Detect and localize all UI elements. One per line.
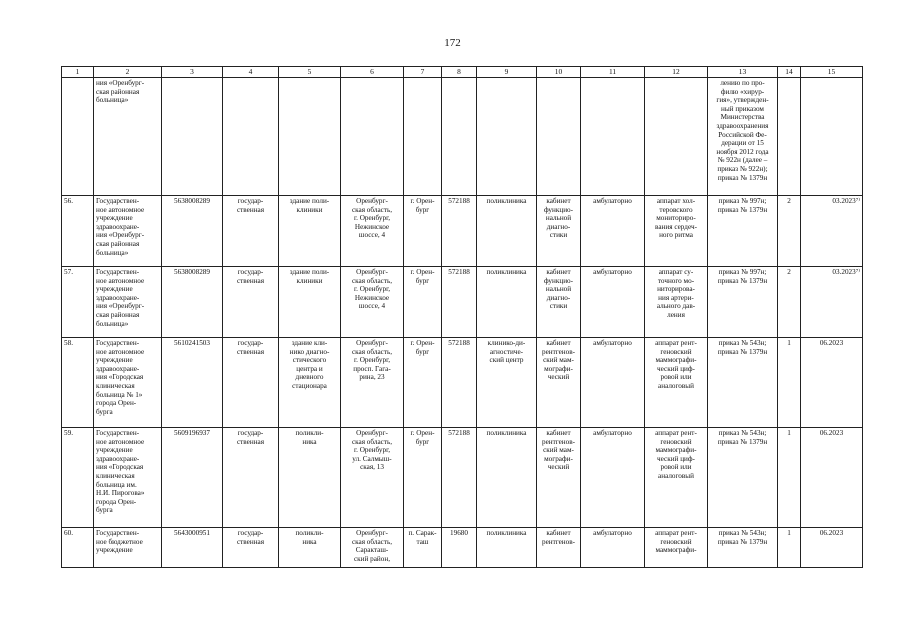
cell-organization: Государствен- ное автономное учреждение здравоохране- ния «Городская клиническая больница № 1» города Орен- бурга [94, 338, 162, 428]
cell-address: Оренбург- ская область, Саракташ- ский район, [341, 528, 404, 568]
cell-equipment: аппарат су- точного мо- ниторирова- ния артери- ального дав- ления [645, 267, 708, 338]
cell-quantity: 1 [778, 528, 801, 568]
cell-room: кабинет рентгенов- ский мам- мографи- ческий [537, 428, 581, 528]
cell-settlement: г. Орен- бург [404, 196, 442, 267]
cell-room: кабинет рентгенов- ский мам- мографи- ческий [537, 338, 581, 428]
cell-equipment [645, 78, 708, 196]
column-number: 2 [94, 67, 162, 78]
cell-care-form: амбулаторно [581, 338, 645, 428]
cell-care-form: амбулаторно [581, 267, 645, 338]
cell-inn: 5610241503 [162, 338, 223, 428]
cell-building [279, 78, 341, 196]
cell-date: 06.2023 [801, 338, 863, 428]
table-row [62, 267, 863, 338]
cell-quantity: 2 [778, 196, 801, 267]
cell-order: приказ № 543н; приказ № 1379н [708, 528, 778, 568]
table-row [62, 196, 863, 267]
cell-order: приказ № 543н; приказ № 1379н [708, 428, 778, 528]
cell-organization: Государствен- ное бюджетное учреждение [94, 528, 162, 568]
cell-row-number: 56. [62, 196, 94, 267]
cell-unit: поликлиника [477, 196, 537, 267]
column-number: 6 [341, 67, 404, 78]
table-row [62, 528, 863, 568]
cell-date: 06.2023 [801, 428, 863, 528]
cell-unit [477, 78, 537, 196]
cell-ownership: государ- ственная [223, 338, 279, 428]
registry-table [61, 66, 863, 568]
cell-address: Оренбург- ская область, г. Оренбург, ул. Салмыш- ская, 13 [341, 428, 404, 528]
cell-unit: клинико-ди- агностиче- ский центр [477, 338, 537, 428]
cell-room: кабинет функцио- нальной диагно- стики [537, 267, 581, 338]
column-number: 4 [223, 67, 279, 78]
cell-ownership: государ- ственная [223, 196, 279, 267]
cell-building: здание кли- нико диагно- стического центра и дневного стационара [279, 338, 341, 428]
cell-settlement: г. Орен- бург [404, 338, 442, 428]
cell-row-number: 59. [62, 428, 94, 528]
cell-date: 06.2023 [801, 528, 863, 568]
cell-date: 03.2023⁷⁾ [801, 196, 863, 267]
cell-care-form: амбулаторно [581, 428, 645, 528]
cell-equipment: аппарат рент- геновский маммографи- ческий циф- ровой или аналоговый [645, 338, 708, 428]
column-number: 15 [801, 67, 863, 78]
cell-population: 572188 [442, 196, 477, 267]
cell-inn [162, 78, 223, 196]
cell-room: кабинет рентгенов- [537, 528, 581, 568]
cell-unit: поликлиника [477, 428, 537, 528]
column-number: 5 [279, 67, 341, 78]
cell-address: Оренбург- ская область, г. Оренбург, Нежинское шоссе, 4 [341, 196, 404, 267]
cell-inn: 5609196937 [162, 428, 223, 528]
table-row [62, 78, 863, 196]
cell-settlement [404, 78, 442, 196]
cell-population: 572188 [442, 267, 477, 338]
cell-row-number: 60. [62, 528, 94, 568]
cell-room: кабинет функцио- нальной диагно- стики [537, 196, 581, 267]
cell-row-number: 57. [62, 267, 94, 338]
cell-population: 19680 [442, 528, 477, 568]
cell-room [537, 78, 581, 196]
cell-equipment: аппарат рент- геновский маммографи- [645, 528, 708, 568]
cell-order: приказ № 997н; приказ № 1379н [708, 196, 778, 267]
cell-row-number: 58. [62, 338, 94, 428]
cell-order: лению по про- филю «хирур- гия», утвержден- ный приказом Министерства здравоохранения Российской Фе- дерации от 15 ноября 2012 года № 922н (далее – приказ № 922н); приказ № 1379н [708, 78, 778, 196]
cell-unit: поликлиника [477, 528, 537, 568]
cell-unit: поликлиника [477, 267, 537, 338]
cell-organization: Государствен- ное автономное учреждение здравоохране- ния «Оренбург- ская районная больница» [94, 196, 162, 267]
cell-address [341, 78, 404, 196]
cell-settlement: п. Сарак- таш [404, 528, 442, 568]
cell-equipment: аппарат хол- теровского мониториро- вания сердеч- ного ритма [645, 196, 708, 267]
cell-ownership [223, 78, 279, 196]
cell-inn: 5638008289 [162, 267, 223, 338]
cell-care-form [581, 78, 645, 196]
cell-organization: Государствен- ное автономное учреждение здравоохране- ния «Городская клиническая больница им. Н.И. Пирогова» города Орен- бурга [94, 428, 162, 528]
cell-population [442, 78, 477, 196]
cell-quantity: 1 [778, 338, 801, 428]
cell-building: поликли- ника [279, 428, 341, 528]
column-number: 11 [581, 67, 645, 78]
cell-row-number [62, 78, 94, 196]
cell-order: приказ № 997н; приказ № 1379н [708, 267, 778, 338]
cell-inn: 5638008289 [162, 196, 223, 267]
cell-quantity: 1 [778, 428, 801, 528]
cell-quantity [778, 78, 801, 196]
cell-building: поликли- ника [279, 528, 341, 568]
cell-order: приказ № 543н; приказ № 1379н [708, 338, 778, 428]
column-number: 7 [404, 67, 442, 78]
cell-address: Оренбург- ская область, г. Оренбург, Нежинское шоссе, 4 [341, 267, 404, 338]
column-number: 9 [477, 67, 537, 78]
cell-ownership: государ- ственная [223, 528, 279, 568]
column-number: 13 [708, 67, 778, 78]
cell-ownership: государ- ственная [223, 267, 279, 338]
cell-date: 03.2023⁷⁾ [801, 267, 863, 338]
cell-population: 572188 [442, 338, 477, 428]
column-number: 8 [442, 67, 477, 78]
cell-building: здание поли- клиники [279, 196, 341, 267]
cell-settlement: г. Орен- бург [404, 267, 442, 338]
table-row [62, 428, 863, 528]
cell-equipment: аппарат рент- геновский маммографи- ческий циф- ровой или аналоговый [645, 428, 708, 528]
cell-population: 572188 [442, 428, 477, 528]
cell-address: Оренбург- ская область, г. Оренбург, просп. Гага- рина, 23 [341, 338, 404, 428]
cell-building: здание поли- клиники [279, 267, 341, 338]
column-number: 12 [645, 67, 708, 78]
column-number-row [62, 67, 863, 78]
table-row [62, 338, 863, 428]
cell-care-form: амбулаторно [581, 528, 645, 568]
column-number: 10 [537, 67, 581, 78]
cell-organization: ния «Оренбург- ская районная больница» [94, 78, 162, 196]
column-number: 14 [778, 67, 801, 78]
cell-date [801, 78, 863, 196]
cell-care-form: амбулаторно [581, 196, 645, 267]
cell-quantity: 2 [778, 267, 801, 338]
cell-organization: Государствен- ное автономное учреждение здравоохране- ния «Оренбург- ская районная больница» [94, 267, 162, 338]
column-number: 3 [162, 67, 223, 78]
cell-ownership: государ- ственная [223, 428, 279, 528]
cell-inn: 5643000951 [162, 528, 223, 568]
column-number: 1 [62, 67, 94, 78]
page-number: 172 [444, 37, 461, 49]
cell-settlement: г. Орен- бург [404, 428, 442, 528]
